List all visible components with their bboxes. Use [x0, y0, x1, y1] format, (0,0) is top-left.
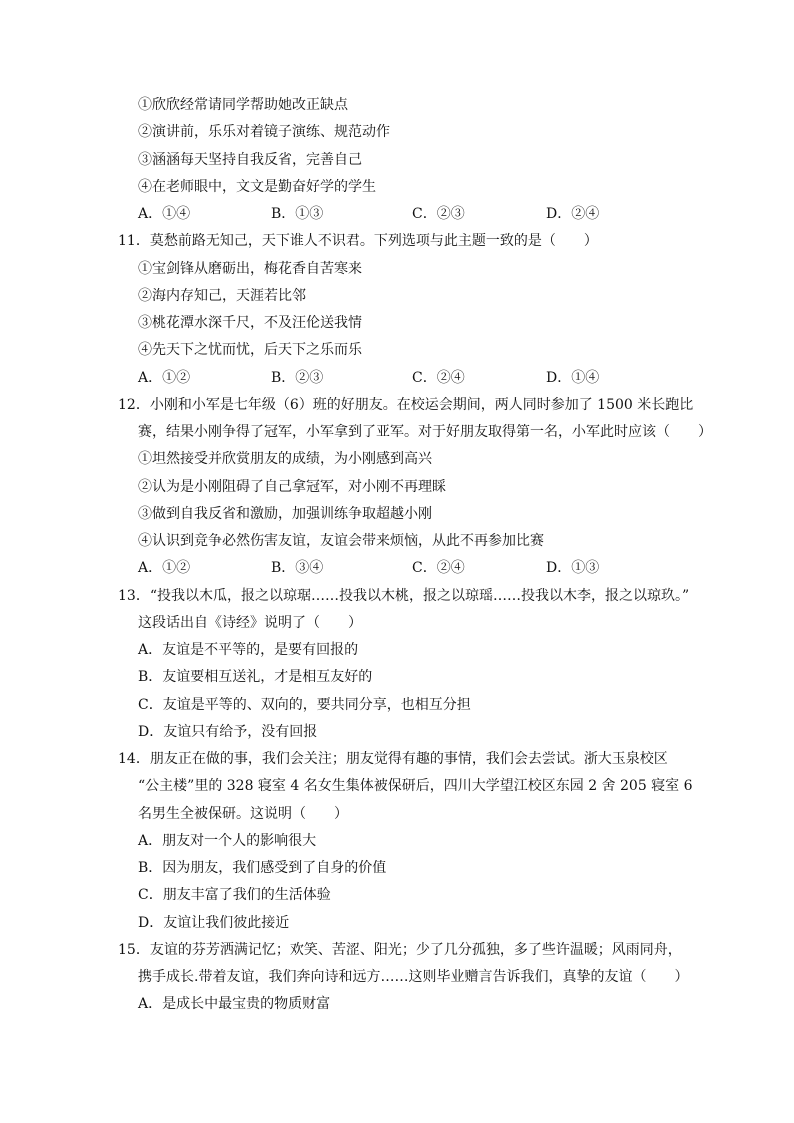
q12-option-b: B．③④: [271, 560, 324, 576]
q12-item-1: ①坦然接受并欣赏朋友的成绩，为小刚感到高兴: [138, 451, 432, 467]
q11-stem: 11．莫愁前路无知己，天下谁人不识君。下列选项与此主题一致的是（ ）: [118, 233, 598, 249]
q14-option-c: C．朋友丰富了我们的生活体验: [138, 887, 331, 903]
q11-options: [138, 368, 658, 388]
q13-option-a: A．友谊是不平等的，是要有回报的: [138, 642, 359, 658]
q11-item-3: ③桃花潭水深千尺，不及汪伦送我情: [138, 315, 362, 331]
q10-option-a: A．①④: [138, 206, 191, 222]
q11-option-c: C．②④: [412, 370, 465, 386]
q15-stem-line-1: 15．友谊的芬芳洒满记忆；欢笑、苦涩、阳光；少了几分孤独，多了些许温暖；风雨同舟，: [118, 942, 682, 958]
q11-item-4: ④先天下之忧而忧，后天下之乐而乐: [138, 342, 362, 358]
q15-option-a: A．是成长中最宝贵的物质财富: [138, 996, 331, 1012]
q11-item-2: ②海内存知己，天涯若比邻: [138, 288, 306, 304]
q12-stem-line-2: 赛，结果小刚争得了冠军，小军拿到了亚军。对于好朋友取得第一名，小军此时应该（ ）: [138, 424, 712, 440]
q12-item-4: ④认识到竞争必然伤害友谊，友谊会带来烦恼，从此不再参加比赛: [138, 533, 544, 549]
q11-option-a: A．①②: [138, 370, 191, 386]
q14-option-d: D．友谊让我们彼此接近: [138, 915, 290, 931]
q10-item-2: ②演讲前，乐乐对着镜子演练、规范动作: [138, 124, 390, 140]
q11-option-d: D．①④: [546, 370, 600, 386]
q14-option-a: A．朋友对一个人的影响很大: [138, 833, 317, 849]
q15-stem-line-2: 携手成长.带着友谊，我们奔向诗和远方……这则毕业赠言告诉我们，真挚的友谊（ ）: [138, 969, 689, 985]
q12-item-2: ②认为是小刚阻碍了自己拿冠军，对小刚不再理睬: [138, 479, 446, 495]
q13-stem-line-2: 这段话出自《诗经》说明了（ ）: [138, 615, 362, 631]
q10-option-b: B．①③: [271, 206, 324, 222]
q10-option-c: C．②③: [412, 206, 465, 222]
q14-option-b: B．因为朋友，我们感受到了自身的价值: [138, 860, 387, 876]
q13-option-b: B．友谊要相互送礼，才是相互友好的: [138, 669, 373, 685]
q14-stem-line-1: 14．朋友正在做的事，我们会关注；朋友觉得有趣的事情，我们会去尝试。浙大玉泉校区: [118, 751, 668, 767]
q10-item-4: ④在老师眼中，文文是勤奋好学的学生: [138, 179, 376, 195]
q13-option-d: D．友谊只有给予，没有回报: [138, 724, 318, 740]
q10-item-3: ③涵涵每天坚持自我反省，完善自己: [138, 152, 362, 168]
q12-option-a: A．①②: [138, 560, 191, 576]
q12-option-c: C．②④: [412, 560, 465, 576]
q12-stem-line-1: 12．小刚和小军是七年级（6）班的好朋友。在校运会期间，两人同时参加了 1500 米长跑比: [118, 397, 694, 413]
q10-item-1: ①欣欣经常请同学帮助她改正缺点: [138, 97, 348, 113]
q12-options: [138, 558, 658, 578]
q14-stem-line-3: 名男生全被保研。这说明（ ）: [138, 806, 348, 822]
q10-option-d: D．②④: [546, 206, 600, 222]
q13-option-c: C．友谊是平等的、双向的，要共同分享，也相互分担: [138, 697, 471, 713]
q13-stem-line-1: 13．“投我以木瓜，报之以琼琚……投我以木桃，报之以琼瑶……投我以木李，报之以琼玖。”: [118, 588, 690, 604]
q12-option-d: D．①③: [546, 560, 600, 576]
q14-stem-line-2: “公主楼”里的 328 寝室 4 名女生集体被保研后，四川大学望江校区东园 2 舍 205 寝室 6: [138, 778, 693, 794]
q11-item-1: ①宝剑锋从磨砺出，梅花香自苦寒来: [138, 261, 362, 277]
q10-options: [138, 204, 658, 224]
q11-option-b: B．②③: [271, 370, 324, 386]
q12-item-3: ③做到自我反省和激励，加强训练争取超越小刚: [138, 506, 432, 522]
